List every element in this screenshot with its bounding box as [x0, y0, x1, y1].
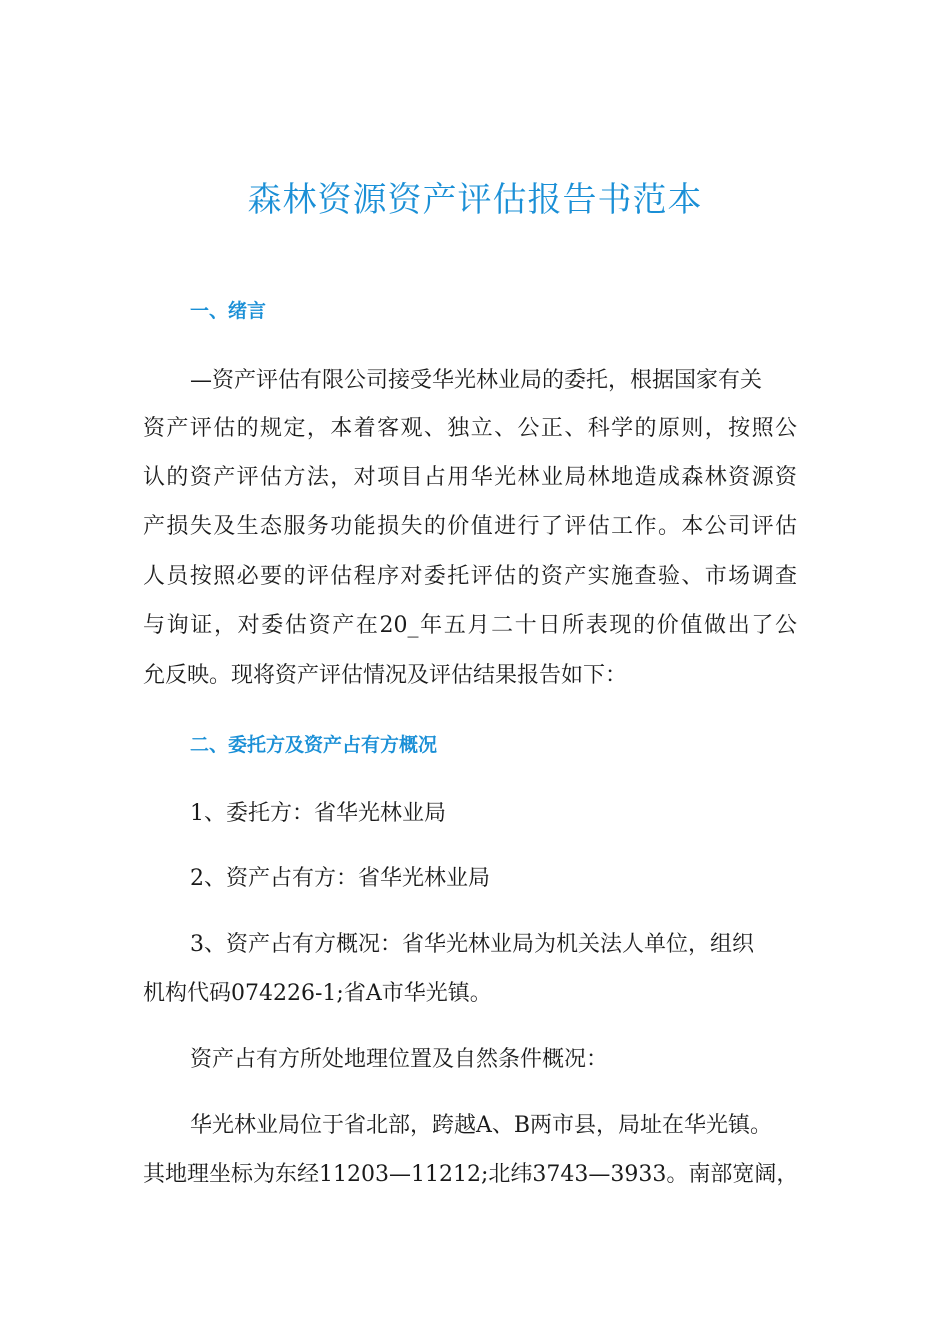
- paragraph-line: 与询证，对委估资产在20_年五月二十日所表现的价值做出了公: [143, 613, 797, 638]
- paragraph-line: 资产评估的规定，本着客观、独立、公正、科学的原则，按照公: [143, 416, 797, 441]
- document-title: 森林资源资产评估报告书范本: [247, 180, 703, 220]
- paragraph-line: 产损失及生态服务功能损失的价值进行了评估工作。本公司评估: [143, 514, 797, 539]
- paragraph-line: 认的资产评估方法，对项目占用华光林业局林地造成森林资源资: [143, 465, 797, 490]
- paragraph-line: 人员按照必要的评估程序对委托评估的资产实施查验、市场调查: [143, 564, 797, 589]
- paragraph-line: 华光林业局位于省北部，跨越A、B两市县，局址在华光镇。: [190, 1113, 773, 1138]
- paragraph-line: 其地理坐标为东经11203—11212;北纬3743—3933。南部宽阔，: [143, 1162, 799, 1187]
- paragraph-line: 3、资产占有方概况：省华光林业局为机关法人单位，组织: [190, 932, 754, 957]
- section-heading-introduction: 一、绪言: [190, 300, 267, 322]
- paragraph-line: —资产评估有限公司接受华光林业局的委托，根据国家有关: [190, 368, 763, 393]
- list-item-client: 1、委托方：省华光林业局: [190, 801, 446, 826]
- section-heading-client-overview: 二、委托方及资产占有方概况: [190, 734, 438, 756]
- paragraph-line: 允反映。现将资产评估情况及评估结果报告如下：: [143, 663, 628, 688]
- paragraph-line: 机构代码074226-1;省A市华光镇。: [143, 981, 492, 1006]
- list-item-asset-holder: 2、资产占有方：省华光林业局: [190, 866, 490, 891]
- geo-subheading: 资产占有方所处地理位置及自然条件概况：: [190, 1047, 609, 1072]
